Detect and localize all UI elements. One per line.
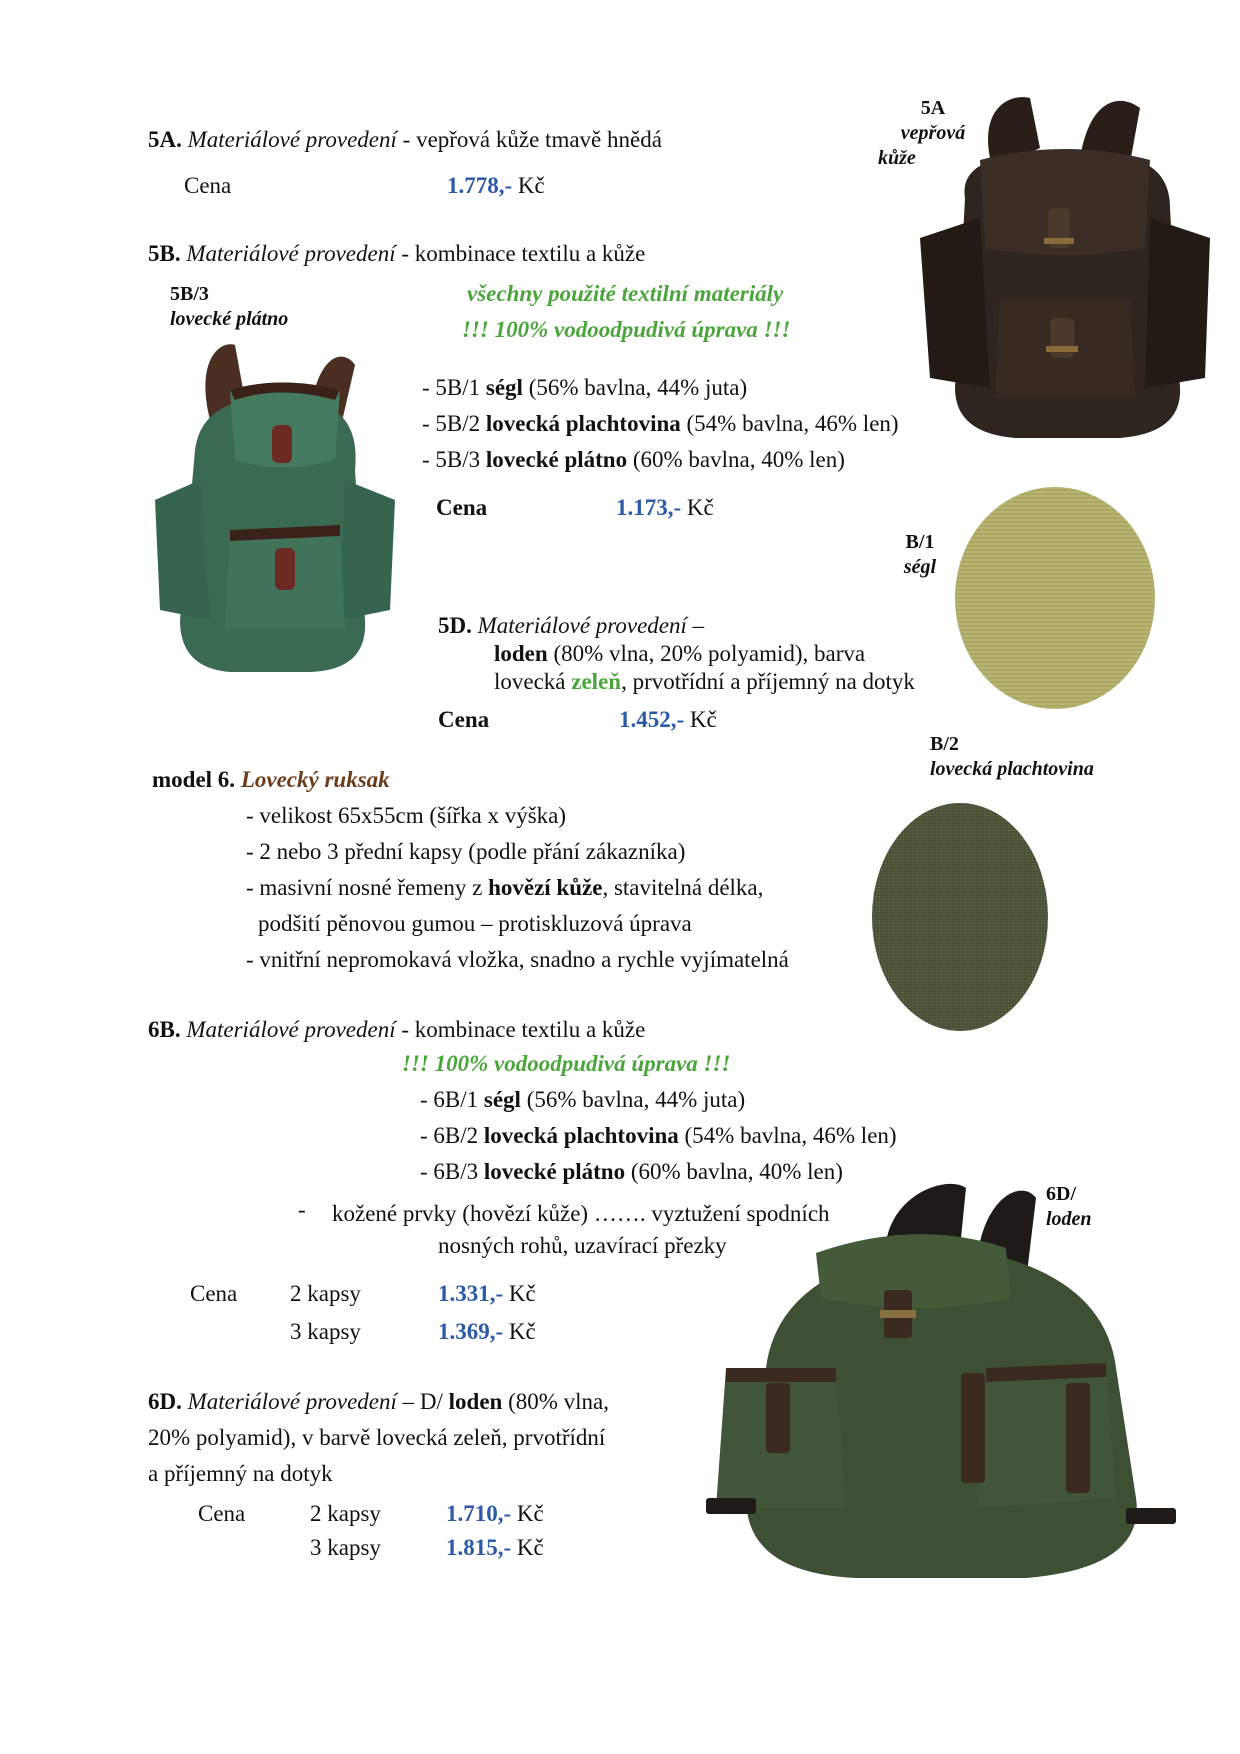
caption-line: 6D/ [1046, 1183, 1076, 1205]
price-value: 1.369,- [438, 1319, 504, 1344]
section-5b-heading [148, 240, 645, 268]
section-label: Materiálové provedení [477, 613, 687, 638]
price-value: 1.173,- [616, 495, 682, 520]
fabric-detail: (80% vlna, 20% polyamid), barva [547, 641, 866, 666]
section-6b-heading [148, 1016, 645, 1044]
pocket-count: 3 kapsy [310, 1535, 381, 1560]
section-5a-heading [148, 126, 662, 154]
price-6b-2 [438, 1280, 536, 1308]
price-label: Cena [190, 1281, 238, 1306]
currency: Kč [684, 707, 717, 732]
section-code: 5B. [148, 241, 181, 266]
section-desc: - kombinace textilu a kůže [395, 1017, 646, 1042]
text: - masivní nosné řemeny z [246, 875, 489, 900]
pocket-count: 2 kapsy [290, 1281, 361, 1306]
feature-item: - 2 nebo 3 přední kapsy (podle přání zákazníka) [246, 839, 686, 864]
price-6d-3 [446, 1534, 544, 1562]
model-prefix: model 6. [152, 767, 241, 792]
currency: Kč [511, 1535, 544, 1560]
section-desc: - vepřová kůže tmavě hnědá [396, 127, 662, 152]
fabric-detail: (80% vlna, [502, 1389, 610, 1414]
caption-line: loden [1046, 1208, 1092, 1230]
swatch-b2-image [870, 800, 1050, 1035]
section-desc: - kombinace textilu a kůže [395, 241, 646, 266]
caption-line: 5A [920, 97, 946, 119]
model-6-title [152, 766, 390, 794]
text: lovecká [494, 669, 572, 694]
section-label: Materiálové provedení [186, 1017, 396, 1042]
swatch-b1-caption [895, 530, 945, 580]
price-5d [619, 706, 717, 734]
caption-line: 5B/3 [170, 283, 209, 305]
section-code: 6D. [148, 1389, 182, 1414]
text: , stavitelná délka, [602, 875, 764, 900]
currency: Kč [503, 1319, 536, 1344]
pocket-count: 2 kapsy [310, 1501, 381, 1526]
caption-line: ségl [903, 556, 937, 578]
swatch-b1-image [952, 484, 1158, 712]
material-item [420, 1086, 745, 1114]
item-detail: (54% bavlna, 46% len) [680, 411, 899, 436]
section-code: 5A. [148, 127, 182, 152]
item-detail: (54% bavlna, 46% len) [678, 1123, 897, 1148]
section-5d-heading [438, 612, 704, 640]
item-prefix: - 5B/1 [422, 375, 486, 400]
caption-line: kůže [878, 147, 916, 169]
item-name: lovecké plátno [485, 447, 628, 472]
image-caption-5b3 [170, 282, 288, 332]
caption-line: lovecké plátno [170, 308, 289, 330]
section-code: 5D. [438, 613, 472, 638]
model-name: Lovecký ruksak [240, 767, 390, 792]
item-prefix: - 5B/2 [422, 411, 486, 436]
caption-line: vepřová [900, 122, 966, 144]
item-prefix: - 6B/1 [420, 1087, 484, 1112]
price-label: Cena [438, 707, 490, 732]
price-5a [447, 172, 545, 200]
text: , prvotřídní a příjemný na dotyk [621, 669, 915, 694]
material-item [422, 410, 899, 438]
feature-item: - vnitřní nepromokavá vložka, snadno a rychle vyjímatelná [246, 947, 789, 972]
section-5d-line3 [494, 668, 915, 696]
item-name: lovecká plachtovina [483, 1123, 679, 1148]
pocket-count: 3 kapsy [290, 1319, 361, 1344]
feature-item: podšití pěnovou gumou – protiskluzová úprava [258, 911, 692, 936]
material-name: hovězí kůže [488, 875, 603, 900]
fabric-name: loden [448, 1389, 503, 1414]
item-detail: (60% bavlna, 40% len) [625, 1159, 843, 1184]
item-detail: (56% bavlna, 44% juta) [522, 375, 748, 400]
item-detail: (56% bavlna, 44% juta) [520, 1087, 746, 1112]
material-item [422, 446, 845, 474]
price-5b [616, 494, 714, 522]
backpack-5b3-image [150, 330, 400, 675]
currency: Kč [511, 1501, 544, 1526]
price-value: 1.710,- [446, 1501, 512, 1526]
section-5d-line2 [494, 640, 865, 668]
waterproof-note-2: !!! 100% vodoodpudivá úprava !!! [462, 317, 791, 342]
section-label: Materiálové provedení [187, 1389, 397, 1414]
item-prefix: - 6B/3 [420, 1159, 484, 1184]
item-name: lovecké plátno [483, 1159, 626, 1184]
item-name: lovecká plachtovina [485, 411, 681, 436]
section-6d-line3: a příjemný na dotyk [148, 1461, 333, 1486]
section-6d-heading [148, 1388, 609, 1416]
item-detail: (60% bavlna, 40% len) [627, 447, 845, 472]
leather-dash: - [298, 1197, 306, 1222]
backpack-6d-image [706, 1178, 1186, 1598]
price-6d-2 [446, 1500, 544, 1528]
currency: Kč [503, 1281, 536, 1306]
fabric-name: loden [494, 641, 548, 666]
leather-line-1: kožené prvky (hovězí kůže) ……. vyztužení spodních [332, 1201, 830, 1226]
backpack-5a-image [920, 88, 1210, 448]
price-value: 1.778,- [447, 173, 513, 198]
caption-line: B/2 [930, 733, 959, 755]
section-label: Materiálové provedení [186, 241, 396, 266]
caption-line: B/1 [905, 531, 935, 553]
caption-line: lovecká plachtovina [930, 758, 1094, 780]
price-value: 1.815,- [446, 1535, 512, 1560]
currency: Kč [681, 495, 714, 520]
price-6b-3 [438, 1318, 536, 1346]
currency: Kč [512, 173, 545, 198]
section-label: Materiálové provedení [187, 127, 397, 152]
item-prefix: - 6B/2 [420, 1123, 484, 1148]
price-label: Cena [436, 495, 488, 520]
section-code: 6B. [148, 1017, 181, 1042]
item-name: ségl [485, 375, 523, 400]
price-value: 1.452,- [619, 707, 685, 732]
item-name: ségl [483, 1087, 521, 1112]
section-6d-line2: 20% polyamid), v barvě lovecká zeleň, prvotřídní [148, 1425, 606, 1450]
price-value: 1.331,- [438, 1281, 504, 1306]
material-item [420, 1122, 897, 1150]
section-desc: – [686, 613, 705, 638]
feature-item [246, 874, 763, 902]
waterproof-note: !!! 100% vodoodpudivá úprava !!! [402, 1051, 731, 1076]
price-label: Cena [198, 1501, 246, 1526]
color-name: zeleň [571, 669, 622, 694]
text: – D/ [396, 1389, 449, 1414]
item-prefix: - 5B/3 [422, 447, 486, 472]
waterproof-note-1: všechny použité textilní materiály [467, 281, 784, 306]
leather-line-2: nosných rohů, uzavírací přezky [438, 1233, 727, 1258]
material-item [422, 374, 747, 402]
price-label: Cena [184, 173, 232, 198]
swatch-b2-caption [930, 732, 1094, 782]
feature-item: - velikost 65x55cm (šířka x výška) [246, 803, 567, 828]
